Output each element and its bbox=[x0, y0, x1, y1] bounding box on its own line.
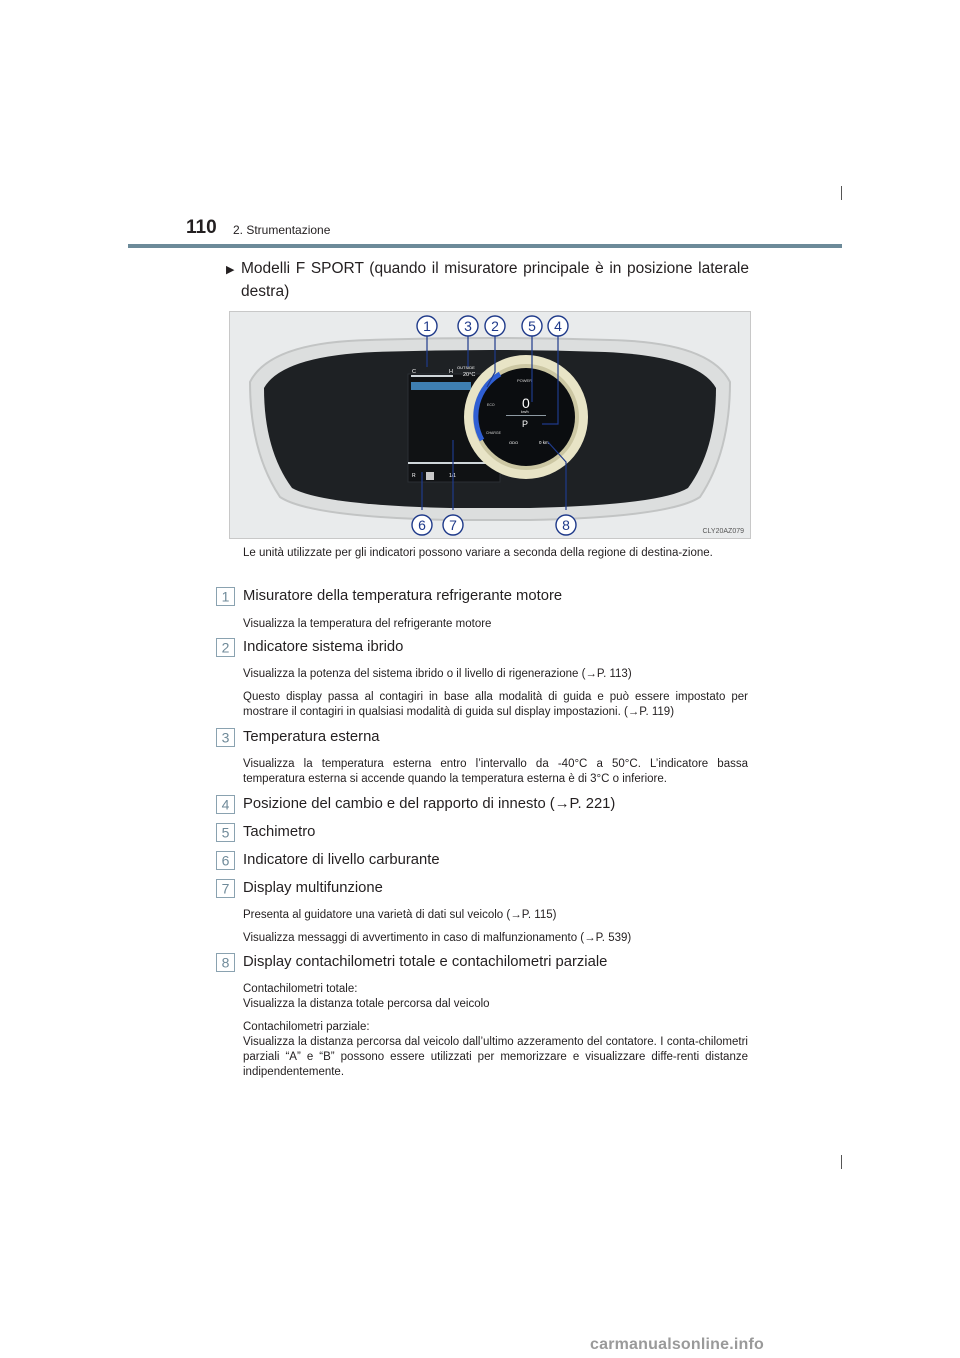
item-number-2 bbox=[216, 638, 235, 657]
item-number-3 bbox=[216, 728, 235, 747]
figure-code: CLY20AZ079 bbox=[702, 528, 744, 535]
outside-temp-value: 20°C bbox=[463, 372, 476, 378]
temp-high-label: H bbox=[449, 369, 453, 375]
svg-text:3: 3 bbox=[221, 729, 230, 746]
instrument-cluster-illustration bbox=[230, 312, 750, 538]
svg-text:2: 2 bbox=[491, 318, 499, 334]
svg-text:4: 4 bbox=[221, 796, 230, 813]
item-title: Indicatore sistema ibrido bbox=[243, 639, 404, 655]
svg-text:7: 7 bbox=[221, 880, 230, 897]
fuel-pump-icon bbox=[426, 472, 434, 480]
item-number-7 bbox=[216, 879, 235, 898]
callout-6 bbox=[412, 515, 432, 535]
item-description: Visualizza la temperatura del refrigerante motore bbox=[243, 618, 492, 630]
svg-text:8: 8 bbox=[221, 954, 230, 971]
item-number-1 bbox=[216, 587, 235, 606]
temp-low-label: C bbox=[412, 369, 416, 375]
item-description: Visualizza la potenza del sistema ibrido o il livello di rigenerazione (→P. 113) bbox=[243, 668, 632, 680]
item-title: Temperatura esterna bbox=[243, 729, 380, 745]
gear-value: P bbox=[522, 419, 529, 429]
svg-text:8: 8 bbox=[562, 517, 570, 533]
item-number-5 bbox=[216, 823, 235, 842]
triangle-bullet-icon: ▶ bbox=[226, 264, 235, 276]
item-number-4 bbox=[216, 795, 235, 814]
odo-label: ODO bbox=[509, 440, 519, 445]
item-description: Questo display passa al contagiri in base alla modalità di guida e può essere impostato per mostrare il contagiri in qualsiasi modalità di guida sul display impostazioni. (→P. 119) bbox=[243, 691, 748, 718]
callout-1 bbox=[417, 316, 437, 336]
item-title: Indicatore di livello carburante bbox=[243, 852, 440, 868]
charge-label: CHARGE bbox=[486, 431, 501, 435]
item-number-6 bbox=[216, 851, 235, 870]
page-number: 110 bbox=[186, 217, 217, 238]
eco-label: ECO bbox=[487, 403, 495, 407]
callout-8 bbox=[556, 515, 576, 535]
watermark: carmanualsonline.info bbox=[590, 1336, 765, 1353]
item-title: Tachimetro bbox=[243, 824, 316, 840]
svg-text:4: 4 bbox=[554, 318, 562, 334]
fuel-low-label: R bbox=[412, 473, 416, 479]
item-description: Contachilometri parziale: Visualizza la distanza percorsa dal veicolo dall’ultimo azzeramento del contatore. I conta-chilometri parziali “A” e “B” possono essere utilizzati per memorizzare e visualizzare diffe-renti distanze indipendentemente. bbox=[243, 1021, 748, 1078]
outside-label: OUTSIDE bbox=[457, 365, 475, 370]
power-label: POWER bbox=[517, 378, 533, 383]
svg-text:6: 6 bbox=[418, 517, 426, 533]
svg-text:6: 6 bbox=[221, 852, 230, 869]
fuel-high-label: 1/1 bbox=[449, 473, 456, 479]
item-description: Presenta al guidatore una varietà di dati sul veicolo (→P. 115) bbox=[243, 909, 557, 921]
item-title: Misuratore della temperatura refrigerante motore bbox=[243, 588, 563, 604]
chapter-title: 2. Strumentazione bbox=[233, 223, 331, 237]
callout-2 bbox=[485, 316, 505, 336]
model-heading bbox=[226, 257, 749, 303]
callout-4 bbox=[548, 316, 568, 336]
speed-unit: km/h bbox=[521, 410, 529, 414]
svg-text:5: 5 bbox=[528, 318, 536, 334]
callout-7 bbox=[443, 515, 463, 535]
crop-mark-top bbox=[841, 186, 842, 200]
figure-caption: Le unità utilizzate per gli indicatori possono variare a seconda della regione di destina-zione. bbox=[243, 547, 713, 559]
item-title: Posizione del cambio e del rapporto di innesto (→P. 221) bbox=[243, 796, 616, 812]
crop-mark-bottom bbox=[841, 1155, 842, 1169]
callout-3 bbox=[458, 316, 478, 336]
svg-text:1: 1 bbox=[423, 318, 431, 334]
item-number-8 bbox=[216, 953, 235, 972]
svg-text:1: 1 bbox=[221, 588, 230, 605]
svg-text:2: 2 bbox=[221, 639, 230, 656]
item-description: Visualizza messaggi di avvertimento in caso di malfunzionamento (→P. 539) bbox=[243, 932, 632, 944]
instrument-cluster-figure bbox=[229, 311, 751, 539]
svg-text:5: 5 bbox=[221, 824, 230, 841]
svg-text:3: 3 bbox=[464, 318, 472, 334]
speed-value: 0 bbox=[522, 395, 530, 411]
header-rule bbox=[128, 244, 842, 248]
svg-text:7: 7 bbox=[449, 517, 457, 533]
odo-value: 0 km bbox=[539, 440, 549, 445]
item-title: Display multifunzione bbox=[243, 880, 383, 896]
model-heading-text: Modelli F SPORT (quando il misuratore principale è in posizione laterale destra) bbox=[241, 260, 749, 300]
item-title: Display contachilometri totale e contachilometri parziale bbox=[243, 954, 608, 970]
item-description: Contachilometri totale: Visualizza la distanza totale percorsa dal veicolo bbox=[243, 983, 490, 1010]
item-description: Visualizza la temperatura esterna entro l’intervallo da -40°C a 50°C. L’indicatore bassa temperatura esterna si accende quando la temperatura esterna è di 3°C o inferiore. bbox=[243, 758, 748, 785]
callout-5 bbox=[522, 316, 542, 336]
